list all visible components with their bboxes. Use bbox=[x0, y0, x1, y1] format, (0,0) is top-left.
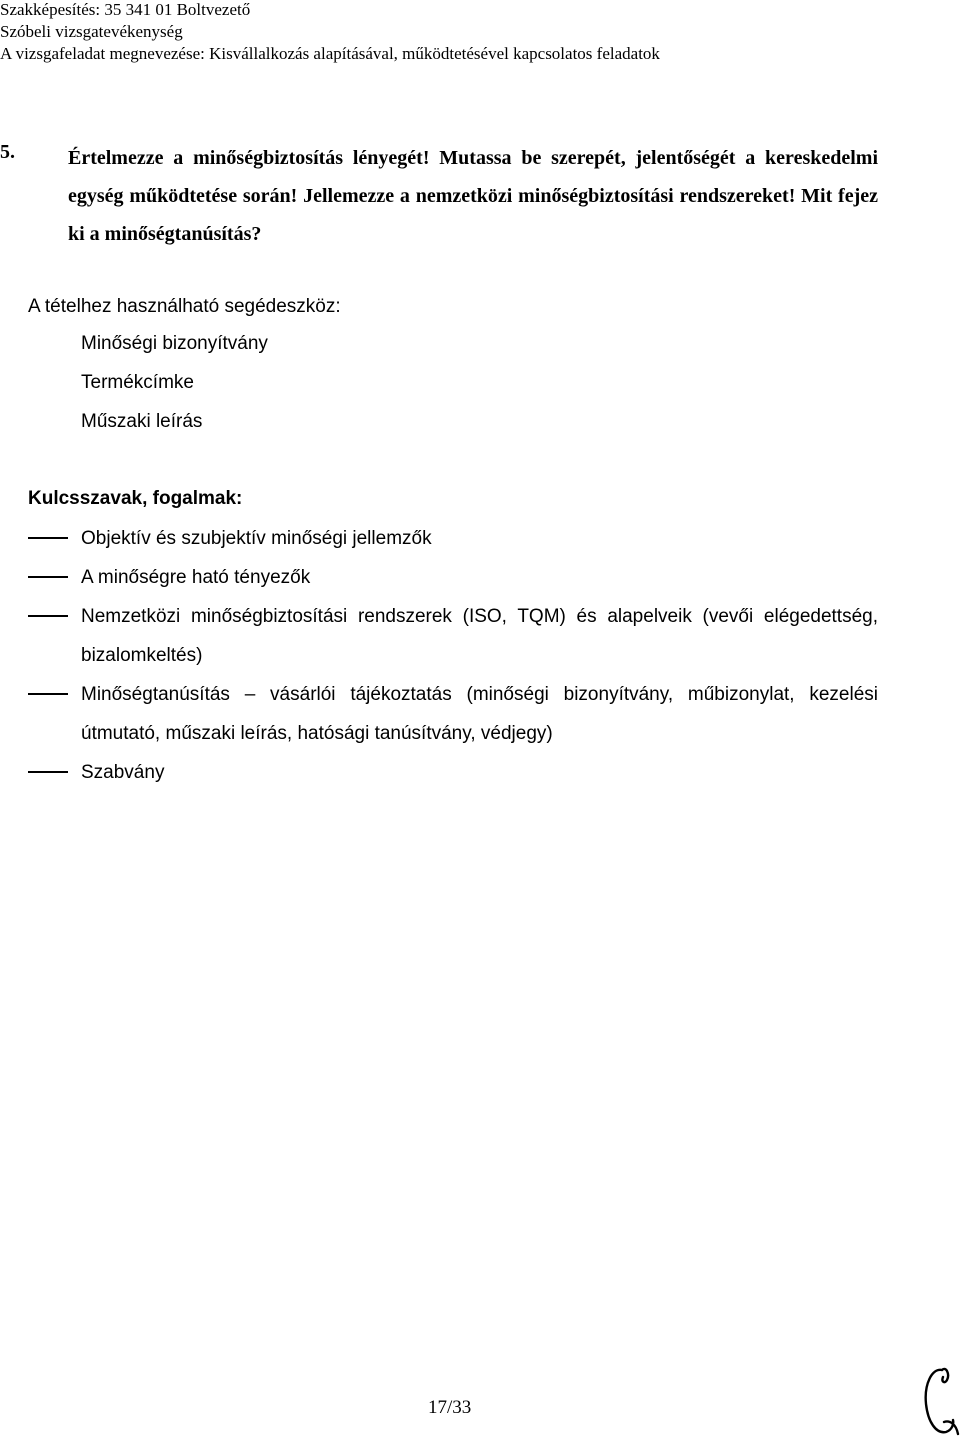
dash-bullet-icon bbox=[28, 693, 68, 695]
tool-item: Műszaki leírás bbox=[81, 411, 203, 432]
dash-bullet-icon bbox=[28, 615, 68, 617]
header-qualification: Szakképesítés: 35 341 01 Boltvezető bbox=[0, 0, 251, 19]
dash-bullet-icon bbox=[28, 576, 68, 578]
tool-item: Termékcímke bbox=[81, 372, 194, 393]
header-task-name: A vizsgafeladat megnevezése: Kisvállalkozás alapításával, működtetésével kapcsolatos feladatok bbox=[0, 44, 660, 63]
question-number: 5. bbox=[0, 141, 15, 163]
dash-bullet-icon bbox=[28, 771, 68, 773]
dash-bullet-icon bbox=[28, 537, 68, 539]
question-text: Értelmezze a minőségbiztosítás lényegét! Mutassa be szerepét, jelentőségét a kereskedelmi egység működtetése során! Jellemezze a nemzetközi minőségbiztosítási rendszereket! Mit fejez ki a minőségtanúsítás? bbox=[68, 147, 878, 245]
header-exam-type: Szóbeli vizsgatevékenység bbox=[0, 22, 183, 41]
page-number: 17/33 bbox=[428, 1397, 472, 1418]
handwritten-signature bbox=[920, 1362, 960, 1440]
keywords-heading: Kulcsszavak, fogalmak: bbox=[28, 488, 243, 509]
keyword-text: Nemzetközi minőségbiztosítási rendszerek (ISO, TQM) és alapelveik (vevői elégedettség, bizalomkeltés) bbox=[81, 606, 878, 666]
tool-item: Minőségi bizonyítvány bbox=[81, 333, 268, 354]
keyword-text: Minőségtanúsítás – vásárlói tájékoztatás (minőségi bizonyítvány, műbizonylat, kezelési útmutató, műszaki leírás, hatósági tanúsítvány, védjegy) bbox=[81, 684, 878, 744]
keyword-text: Szabvány bbox=[81, 762, 165, 783]
tools-heading: A tételhez használható segédeszköz: bbox=[28, 296, 341, 317]
keyword-text: A minőségre ható tényezők bbox=[81, 567, 311, 588]
keyword-text: Objektív és szubjektív minőségi jellemzők bbox=[81, 528, 432, 549]
